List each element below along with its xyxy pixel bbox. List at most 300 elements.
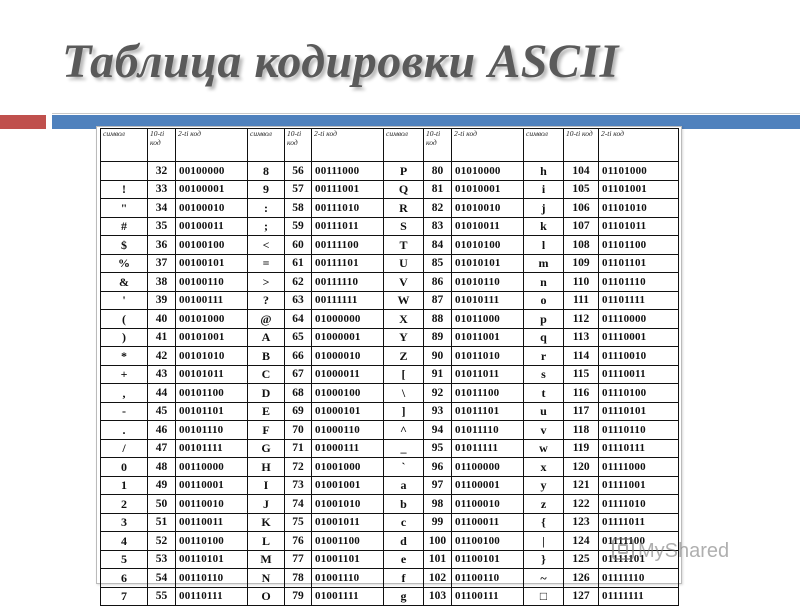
- binary-code-cell: 01110101: [599, 402, 679, 421]
- decimal-code-cell: 51: [148, 513, 176, 532]
- binary-code-cell: 00111100: [312, 236, 384, 255]
- symbol-cell: e: [384, 550, 424, 569]
- decimal-code-cell: 66: [285, 347, 312, 366]
- column-header: 2-ti код: [176, 129, 248, 162]
- table-row: [101, 328, 679, 347]
- decimal-code-cell: 115: [564, 365, 599, 384]
- symbol-cell: }: [524, 550, 564, 569]
- binary-code-cell: 01110001: [599, 328, 679, 347]
- decimal-code-cell: 64: [285, 310, 312, 329]
- binary-code-cell: 01011010: [452, 347, 524, 366]
- table-row: [101, 384, 679, 403]
- binary-code-cell: 01000001: [312, 328, 384, 347]
- binary-code-cell: 00101110: [176, 421, 248, 440]
- binary-code-cell: 01001001: [312, 476, 384, 495]
- column-header: символ: [248, 129, 285, 162]
- symbol-cell: ^: [384, 421, 424, 440]
- binary-code-cell: 00111000: [312, 162, 384, 181]
- decimal-code-cell: 121: [564, 476, 599, 495]
- symbol-cell: o: [524, 291, 564, 310]
- decimal-code-cell: 112: [564, 310, 599, 329]
- binary-code-cell: 01010110: [452, 273, 524, 292]
- decimal-code-cell: 62: [285, 273, 312, 292]
- decimal-code-cell: 111: [564, 291, 599, 310]
- decimal-code-cell: 91: [424, 365, 452, 384]
- binary-code-cell: 01111110: [599, 569, 679, 588]
- binary-code-cell: 01100011: [452, 513, 524, 532]
- binary-code-cell: 01011011: [452, 365, 524, 384]
- decimal-code-cell: 95: [424, 439, 452, 458]
- binary-code-cell: 01001000: [312, 458, 384, 477]
- binary-code-cell: 00101010: [176, 347, 248, 366]
- decimal-code-cell: 81: [424, 180, 452, 199]
- symbol-cell: 3: [101, 513, 148, 532]
- decimal-code-cell: 116: [564, 384, 599, 403]
- decimal-code-cell: 45: [148, 402, 176, 421]
- symbol-cell: 1: [101, 476, 148, 495]
- binary-code-cell: 01001101: [312, 550, 384, 569]
- symbol-cell: 0: [101, 458, 148, 477]
- binary-code-cell: 00110100: [176, 532, 248, 551]
- symbol-cell: 9: [248, 180, 285, 199]
- decimal-code-cell: 107: [564, 217, 599, 236]
- decimal-code-cell: 40: [148, 310, 176, 329]
- symbol-cell: □: [524, 587, 564, 606]
- symbol-cell: 6: [101, 569, 148, 588]
- symbol-cell: l: [524, 236, 564, 255]
- decimal-code-cell: 77: [285, 550, 312, 569]
- binary-code-cell: 00110001: [176, 476, 248, 495]
- decimal-code-cell: 90: [424, 347, 452, 366]
- binary-code-cell: 01110010: [599, 347, 679, 366]
- symbol-cell: X: [384, 310, 424, 329]
- binary-code-cell: 01000010: [312, 347, 384, 366]
- binary-code-cell: 00100101: [176, 254, 248, 273]
- binary-code-cell: 00110111: [176, 587, 248, 606]
- table-row: [101, 532, 679, 551]
- decimal-code-cell: 103: [424, 587, 452, 606]
- symbol-cell: b: [384, 495, 424, 514]
- symbol-cell: -: [101, 402, 148, 421]
- decimal-code-cell: 109: [564, 254, 599, 273]
- decimal-code-cell: 39: [148, 291, 176, 310]
- symbol-cell: w: [524, 439, 564, 458]
- decimal-code-cell: 99: [424, 513, 452, 532]
- decimal-code-cell: 105: [564, 180, 599, 199]
- decimal-code-cell: 110: [564, 273, 599, 292]
- decimal-code-cell: 106: [564, 199, 599, 218]
- symbol-cell: T: [384, 236, 424, 255]
- symbol-cell: Y: [384, 328, 424, 347]
- binary-code-cell: 00111001: [312, 180, 384, 199]
- column-header: 10-ti код: [424, 129, 452, 162]
- decimal-code-cell: 113: [564, 328, 599, 347]
- symbol-cell: I: [248, 476, 285, 495]
- table-row: [101, 402, 679, 421]
- binary-code-cell: 01010101: [452, 254, 524, 273]
- symbol-cell: M: [248, 550, 285, 569]
- binary-code-cell: 01000000: [312, 310, 384, 329]
- symbol-cell: ]: [384, 402, 424, 421]
- decimal-code-cell: 75: [285, 513, 312, 532]
- decimal-code-cell: 97: [424, 476, 452, 495]
- symbol-cell: <: [248, 236, 285, 255]
- binary-code-cell: 01111011: [599, 513, 679, 532]
- symbol-cell: a: [384, 476, 424, 495]
- decimal-code-cell: 96: [424, 458, 452, 477]
- decimal-code-cell: 78: [285, 569, 312, 588]
- symbol-cell: ': [101, 291, 148, 310]
- symbol-cell: q: [524, 328, 564, 347]
- symbol-cell: v: [524, 421, 564, 440]
- decimal-code-cell: 120: [564, 458, 599, 477]
- binary-code-cell: 01101110: [599, 273, 679, 292]
- binary-code-cell: 00100110: [176, 273, 248, 292]
- decimal-code-cell: 122: [564, 495, 599, 514]
- table-row: [101, 217, 679, 236]
- decimal-code-cell: 60: [285, 236, 312, 255]
- symbol-cell: i: [524, 180, 564, 199]
- decimal-code-cell: 124: [564, 532, 599, 551]
- decimal-code-cell: 85: [424, 254, 452, 273]
- symbol-cell: \: [384, 384, 424, 403]
- decimal-code-cell: 58: [285, 199, 312, 218]
- decimal-code-cell: 108: [564, 236, 599, 255]
- binary-code-cell: 00101101: [176, 402, 248, 421]
- symbol-cell: _: [384, 439, 424, 458]
- symbol-cell: Q: [384, 180, 424, 199]
- binary-code-cell: 01010001: [452, 180, 524, 199]
- decimal-code-cell: 32: [148, 162, 176, 181]
- table-row: [101, 291, 679, 310]
- symbol-cell: Z: [384, 347, 424, 366]
- table-row: [101, 273, 679, 292]
- binary-code-cell: 01011000: [452, 310, 524, 329]
- binary-code-cell: 01001100: [312, 532, 384, 551]
- symbol-cell: J: [248, 495, 285, 514]
- table-row: [101, 476, 679, 495]
- column-header: 2-ti код: [452, 129, 524, 162]
- table-row: [101, 347, 679, 366]
- decimal-code-cell: 89: [424, 328, 452, 347]
- decimal-code-cell: 35: [148, 217, 176, 236]
- decimal-code-cell: 55: [148, 587, 176, 606]
- symbol-cell: ": [101, 199, 148, 218]
- decimal-code-cell: 93: [424, 402, 452, 421]
- symbol-cell: W: [384, 291, 424, 310]
- binary-code-cell: 00110000: [176, 458, 248, 477]
- decimal-code-cell: 104: [564, 162, 599, 181]
- decimal-code-cell: 87: [424, 291, 452, 310]
- symbol-cell: @: [248, 310, 285, 329]
- binary-code-cell: 01001010: [312, 495, 384, 514]
- table-row: [101, 254, 679, 273]
- symbol-cell: U: [384, 254, 424, 273]
- symbol-cell: +: [101, 365, 148, 384]
- symbol-cell: c: [384, 513, 424, 532]
- decimal-code-cell: 88: [424, 310, 452, 329]
- symbol-cell: $: [101, 236, 148, 255]
- symbol-cell: y: [524, 476, 564, 495]
- symbol-cell: D: [248, 384, 285, 403]
- symbol-cell: [101, 162, 148, 181]
- decimal-code-cell: 118: [564, 421, 599, 440]
- decimal-code-cell: 119: [564, 439, 599, 458]
- symbol-cell: ): [101, 328, 148, 347]
- binary-code-cell: 01101101: [599, 254, 679, 273]
- symbol-cell: A: [248, 328, 285, 347]
- binary-code-cell: 01110111: [599, 439, 679, 458]
- decimal-code-cell: 127: [564, 587, 599, 606]
- symbol-cell: j: [524, 199, 564, 218]
- column-header: символ: [524, 129, 564, 162]
- table-row: [101, 162, 679, 181]
- symbol-cell: O: [248, 587, 285, 606]
- decimal-code-cell: 59: [285, 217, 312, 236]
- table-row: [101, 550, 679, 569]
- watermark: [612, 538, 729, 563]
- column-header: 10-ti код: [564, 129, 599, 162]
- binary-code-cell: 00110011: [176, 513, 248, 532]
- binary-code-cell: 01100000: [452, 458, 524, 477]
- symbol-cell: V: [384, 273, 424, 292]
- binary-code-cell: 00101100: [176, 384, 248, 403]
- symbol-cell: d: [384, 532, 424, 551]
- decimal-code-cell: 63: [285, 291, 312, 310]
- binary-code-cell: 00100100: [176, 236, 248, 255]
- symbol-cell: u: [524, 402, 564, 421]
- binary-code-cell: 00111110: [312, 273, 384, 292]
- binary-code-cell: 01100100: [452, 532, 524, 551]
- decimal-code-cell: 79: [285, 587, 312, 606]
- decimal-code-cell: 72: [285, 458, 312, 477]
- table-row: [101, 199, 679, 218]
- binary-code-cell: 00111010: [312, 199, 384, 218]
- decimal-code-cell: 86: [424, 273, 452, 292]
- decimal-code-cell: 82: [424, 199, 452, 218]
- watermark-text: MyShared: [638, 540, 730, 562]
- symbol-cell: !: [101, 180, 148, 199]
- decimal-code-cell: 38: [148, 273, 176, 292]
- table-row: [101, 513, 679, 532]
- decimal-code-cell: 36: [148, 236, 176, 255]
- decimal-code-cell: 48: [148, 458, 176, 477]
- binary-code-cell: 01100111: [452, 587, 524, 606]
- binary-code-cell: 00101011: [176, 365, 248, 384]
- binary-code-cell: 01111101: [599, 550, 679, 569]
- binary-code-cell: 01100101: [452, 550, 524, 569]
- binary-code-cell: 00111111: [312, 291, 384, 310]
- table-row: [101, 236, 679, 255]
- decimal-code-cell: 44: [148, 384, 176, 403]
- binary-code-cell: 00110110: [176, 569, 248, 588]
- decimal-code-cell: 125: [564, 550, 599, 569]
- table-row: [101, 458, 679, 477]
- binary-code-cell: 01000110: [312, 421, 384, 440]
- decimal-code-cell: 73: [285, 476, 312, 495]
- binary-code-cell: 01010011: [452, 217, 524, 236]
- binary-code-cell: 01001110: [312, 569, 384, 588]
- table-row: [101, 421, 679, 440]
- decimal-code-cell: 101: [424, 550, 452, 569]
- binary-code-cell: 01100110: [452, 569, 524, 588]
- divider-line: [52, 113, 800, 114]
- binary-code-cell: 01010111: [452, 291, 524, 310]
- ascii-table: [100, 128, 679, 606]
- column-header: символ: [101, 129, 148, 162]
- table-header-row: [101, 129, 679, 162]
- binary-code-cell: 00111101: [312, 254, 384, 273]
- symbol-cell: G: [248, 439, 285, 458]
- myshared-logo-icon: [612, 538, 634, 560]
- table-row: [101, 439, 679, 458]
- symbol-cell: %: [101, 254, 148, 273]
- binary-code-cell: 01110100: [599, 384, 679, 403]
- binary-code-cell: 01000011: [312, 365, 384, 384]
- symbol-cell: 8: [248, 162, 285, 181]
- table-row: [101, 180, 679, 199]
- symbol-cell: {: [524, 513, 564, 532]
- binary-code-cell: 01000111: [312, 439, 384, 458]
- symbol-cell: s: [524, 365, 564, 384]
- binary-code-cell: 01111010: [599, 495, 679, 514]
- symbol-cell: C: [248, 365, 285, 384]
- binary-code-cell: 01111000: [599, 458, 679, 477]
- binary-code-cell: 01011110: [452, 421, 524, 440]
- symbol-cell: /: [101, 439, 148, 458]
- symbol-cell: >: [248, 273, 285, 292]
- binary-code-cell: 01100010: [452, 495, 524, 514]
- column-header: 2-ti код: [312, 129, 384, 162]
- decimal-code-cell: 65: [285, 328, 312, 347]
- symbol-cell: |: [524, 532, 564, 551]
- symbol-cell: ;: [248, 217, 285, 236]
- binary-code-cell: 01001111: [312, 587, 384, 606]
- binary-code-cell: 01101010: [599, 199, 679, 218]
- symbol-cell: z: [524, 495, 564, 514]
- decimal-code-cell: 117: [564, 402, 599, 421]
- binary-code-cell: 01010010: [452, 199, 524, 218]
- decimal-code-cell: 33: [148, 180, 176, 199]
- symbol-cell: B: [248, 347, 285, 366]
- decimal-code-cell: 70: [285, 421, 312, 440]
- table-row: [101, 310, 679, 329]
- binary-code-cell: 01010100: [452, 236, 524, 255]
- page-title: Таблица кодировки ASCII: [62, 35, 619, 88]
- binary-code-cell: 01111001: [599, 476, 679, 495]
- decimal-code-cell: 92: [424, 384, 452, 403]
- binary-code-cell: 00100011: [176, 217, 248, 236]
- decimal-code-cell: 43: [148, 365, 176, 384]
- symbol-cell: n: [524, 273, 564, 292]
- binary-code-cell: 01011100: [452, 384, 524, 403]
- decimal-code-cell: 56: [285, 162, 312, 181]
- binary-code-cell: 00111011: [312, 217, 384, 236]
- binary-code-cell: 01101100: [599, 236, 679, 255]
- symbol-cell: N: [248, 569, 285, 588]
- binary-code-cell: 00110101: [176, 550, 248, 569]
- symbol-cell: r: [524, 347, 564, 366]
- decimal-code-cell: 47: [148, 439, 176, 458]
- decimal-code-cell: 98: [424, 495, 452, 514]
- decimal-code-cell: 57: [285, 180, 312, 199]
- binary-code-cell: 01011001: [452, 328, 524, 347]
- symbol-cell: f: [384, 569, 424, 588]
- symbol-cell: K: [248, 513, 285, 532]
- decimal-code-cell: 123: [564, 513, 599, 532]
- symbol-cell: :: [248, 199, 285, 218]
- symbol-cell: #: [101, 217, 148, 236]
- binary-code-cell: 00101001: [176, 328, 248, 347]
- decimal-code-cell: 50: [148, 495, 176, 514]
- symbol-cell: g: [384, 587, 424, 606]
- symbol-cell: 5: [101, 550, 148, 569]
- binary-code-cell: 01111111: [599, 587, 679, 606]
- symbol-cell: (: [101, 310, 148, 329]
- decimal-code-cell: 102: [424, 569, 452, 588]
- symbol-cell: F: [248, 421, 285, 440]
- binary-code-cell: 01101111: [599, 291, 679, 310]
- symbol-cell: E: [248, 402, 285, 421]
- decimal-code-cell: 53: [148, 550, 176, 569]
- binary-code-cell: 00110010: [176, 495, 248, 514]
- decimal-code-cell: 61: [285, 254, 312, 273]
- decimal-code-cell: 71: [285, 439, 312, 458]
- binary-code-cell: 01110011: [599, 365, 679, 384]
- symbol-cell: P: [384, 162, 424, 181]
- symbol-cell: [: [384, 365, 424, 384]
- decimal-code-cell: 52: [148, 532, 176, 551]
- decimal-code-cell: 41: [148, 328, 176, 347]
- symbol-cell: R: [384, 199, 424, 218]
- symbol-cell: m: [524, 254, 564, 273]
- symbol-cell: .: [101, 421, 148, 440]
- symbol-cell: *: [101, 347, 148, 366]
- binary-code-cell: 01010000: [452, 162, 524, 181]
- decimal-code-cell: 126: [564, 569, 599, 588]
- binary-code-cell: 00100001: [176, 180, 248, 199]
- decimal-code-cell: 69: [285, 402, 312, 421]
- decimal-code-cell: 84: [424, 236, 452, 255]
- binary-code-cell: 01110000: [599, 310, 679, 329]
- binary-code-cell: 01000101: [312, 402, 384, 421]
- symbol-cell: p: [524, 310, 564, 329]
- table-row: [101, 365, 679, 384]
- decimal-code-cell: 49: [148, 476, 176, 495]
- binary-code-cell: 01000100: [312, 384, 384, 403]
- decimal-code-cell: 34: [148, 199, 176, 218]
- symbol-cell: k: [524, 217, 564, 236]
- symbol-cell: 7: [101, 587, 148, 606]
- binary-code-cell: 01001011: [312, 513, 384, 532]
- binary-code-cell: 01111100: [599, 532, 679, 551]
- symbol-cell: 4: [101, 532, 148, 551]
- decimal-code-cell: 94: [424, 421, 452, 440]
- binary-code-cell: 01101000: [599, 162, 679, 181]
- decimal-code-cell: 80: [424, 162, 452, 181]
- decimal-code-cell: 42: [148, 347, 176, 366]
- column-header: символ: [384, 129, 424, 162]
- symbol-cell: L: [248, 532, 285, 551]
- symbol-cell: 2: [101, 495, 148, 514]
- divider-red-segment: [0, 115, 46, 129]
- decimal-code-cell: 68: [285, 384, 312, 403]
- binary-code-cell: 01011101: [452, 402, 524, 421]
- binary-code-cell: 01011111: [452, 439, 524, 458]
- decimal-code-cell: 100: [424, 532, 452, 551]
- table-row: [101, 569, 679, 588]
- binary-code-cell: 01100001: [452, 476, 524, 495]
